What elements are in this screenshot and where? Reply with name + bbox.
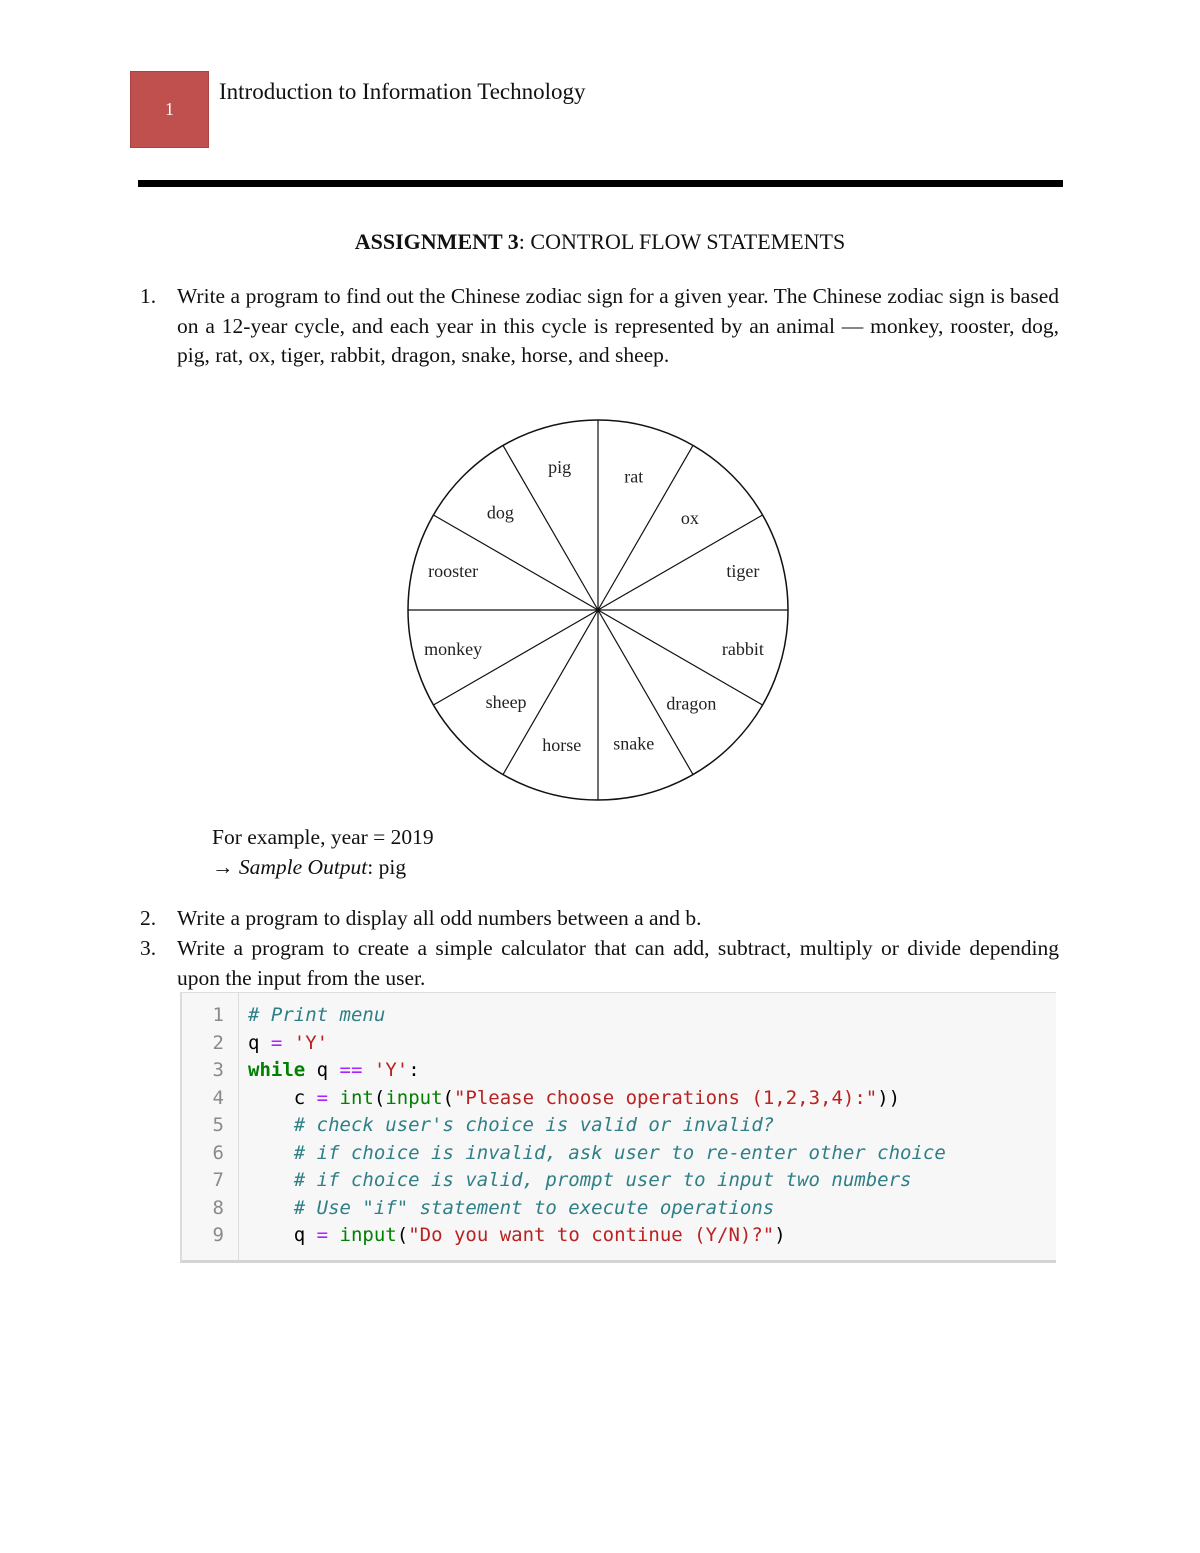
question-text: Write a program to create a simple calculator that can add, subtract, multiply or divide depending upon the input from the user.: [177, 936, 1059, 990]
code-text: # if choice is valid, prompt user to input two numbers: [293, 1169, 912, 1191]
sample-output-line: [212, 852, 434, 882]
line-number: 3: [212, 1059, 224, 1081]
wheel-spoke: [598, 445, 693, 610]
example-block: [212, 822, 434, 882]
question-number: 2.: [140, 906, 157, 930]
question-number: 1.: [140, 284, 157, 308]
sample-output-value: : pig: [367, 855, 407, 879]
zodiac-label-rabbit: rabbit: [721, 638, 764, 659]
code-line: [182, 1004, 1052, 1032]
code-text: # Print menu: [248, 1004, 386, 1026]
zodiac-label-dragon: dragon: [666, 693, 717, 714]
page-number: 1: [165, 99, 174, 119]
zodiac-label-ox: ox: [680, 508, 699, 529]
assignment-title-bold: ASSIGNMENT 3: [354, 229, 519, 254]
example-line: For example, year = 2019: [212, 825, 434, 849]
assignment-title: [0, 229, 1200, 255]
line-number: 1: [212, 1004, 224, 1026]
code-text: # Use "if" statement to execute operations: [293, 1196, 775, 1219]
code-line: [182, 1142, 1052, 1170]
assignment-title-rest: : CONTROL FLOW STATEMENTS: [518, 229, 846, 254]
line-number: 8: [212, 1196, 224, 1219]
zodiac-label-tiger: tiger: [726, 561, 760, 582]
code-text: # if choice is invalid, ask user to re-enter other choice: [293, 1141, 946, 1164]
zodiac-wheel: [400, 412, 800, 812]
question-number: 3.: [140, 936, 157, 960]
question-3: [140, 934, 1059, 993]
code-block: [180, 992, 1056, 1263]
header-rule: [138, 180, 1063, 187]
line-number: 5: [212, 1114, 224, 1136]
question-1: [140, 282, 1059, 371]
code-line: [182, 1032, 1052, 1060]
code-line: [182, 1059, 1052, 1087]
page-number-box: [130, 71, 209, 148]
zodiac-label-rat: rat: [624, 466, 644, 487]
zodiac-label-sheep: sheep: [485, 691, 527, 712]
line-number: 6: [212, 1141, 224, 1164]
question-text: Write a program to find out the Chinese zodiac sign for a given year. The Chinese zodiac sign is based on a 12-year cycle, and each year in this cycle is represented by an animal — monkey, rooster, dog, pig, rat, ox, tiger, rabbit, dragon, snake, horse, and sheep.: [177, 284, 1059, 367]
code-text: while q == 'Y':: [248, 1059, 420, 1081]
arrow-icon: →: [212, 855, 234, 879]
code-line: [182, 1224, 1052, 1252]
question-2: [140, 904, 1059, 934]
sample-output-label: Sample Output: [238, 855, 368, 879]
code-text: # check user's choice is valid or invalid?: [293, 1114, 775, 1136]
zodiac-label-rooster: rooster: [428, 561, 479, 582]
zodiac-label-pig: pig: [548, 457, 572, 478]
header-title: Introduction to Information Technology: [219, 79, 586, 104]
code-line: [182, 1197, 1052, 1225]
line-number: 4: [212, 1086, 224, 1109]
code-text: c = int(input("Please choose operations (1,2,3,4):")): [248, 1086, 901, 1109]
code-line: [182, 1114, 1052, 1142]
zodiac-label-horse: horse: [542, 735, 582, 756]
line-number: 7: [212, 1169, 224, 1191]
zodiac-label-snake: snake: [613, 733, 655, 754]
code-line: [182, 1169, 1052, 1197]
zodiac-label-dog: dog: [486, 502, 514, 523]
code-text: q = 'Y': [248, 1031, 329, 1054]
line-number: 2: [212, 1031, 224, 1054]
code-line: [182, 1087, 1052, 1115]
question-text: Write a program to display all odd numbers between a and b.: [177, 906, 702, 930]
code-text: q = input("Do you want to continue (Y/N)?"): [248, 1224, 786, 1246]
line-number: 9: [212, 1224, 224, 1246]
zodiac-label-monkey: monkey: [424, 638, 483, 659]
